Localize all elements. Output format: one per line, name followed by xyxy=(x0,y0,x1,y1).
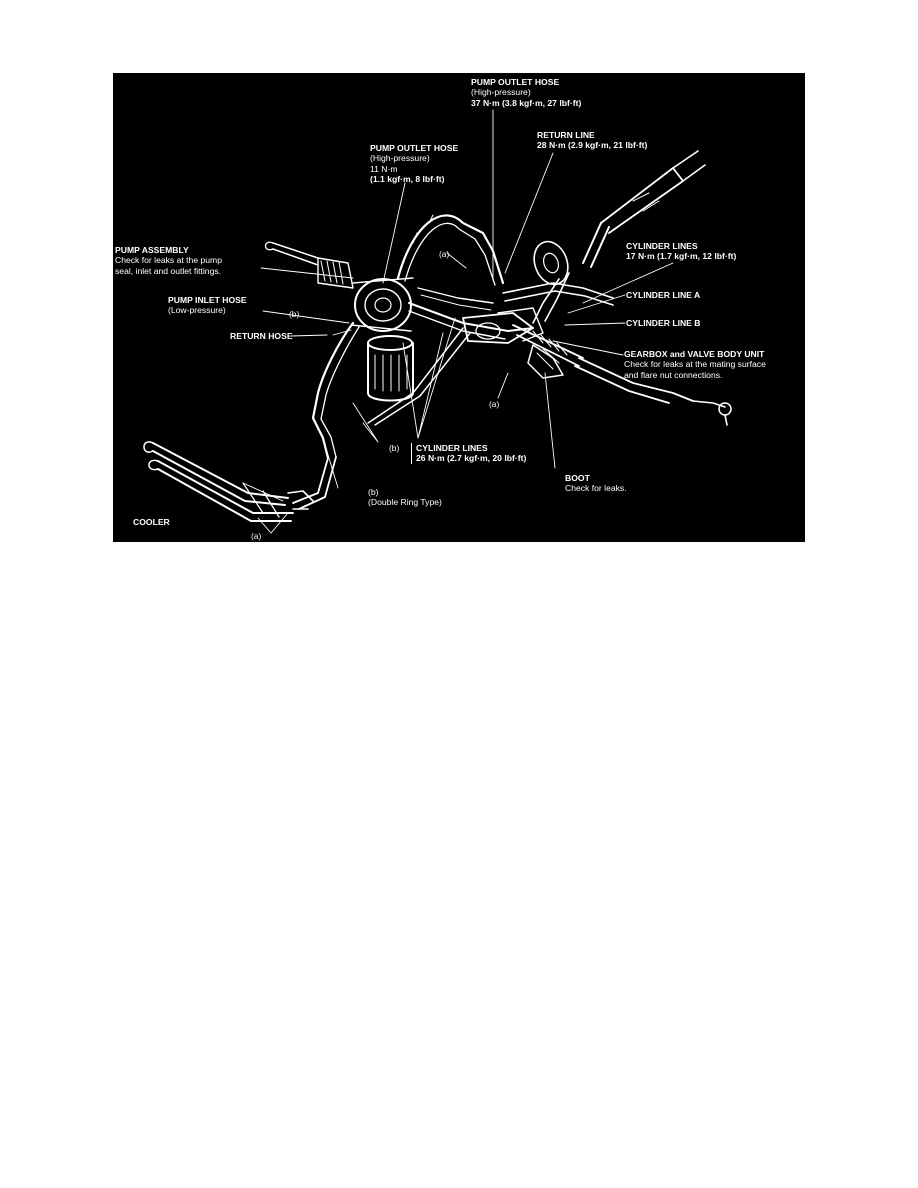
boot-label xyxy=(565,473,627,494)
label-line: (High-pressure) xyxy=(471,87,531,98)
cooler-label xyxy=(133,517,170,527)
gearbox-label xyxy=(624,349,766,380)
pump-inlet-hose-label xyxy=(168,295,247,316)
label-title: PUMP OUTLET HOSE xyxy=(471,77,560,87)
label-title: COOLER xyxy=(133,517,170,527)
label-line: 28 N·m (2.9 kgf·m, 21 lbf·ft) xyxy=(537,140,648,151)
pump-outlet-hose-top-label xyxy=(471,77,581,108)
return-line-label xyxy=(537,130,647,151)
label-line: (Low-pressure) xyxy=(168,305,226,316)
label-line: 26 N·m (2.7 kgf·m, 20 lbf·ft) xyxy=(416,453,527,464)
label-line: Check for leaks. xyxy=(565,483,627,494)
label-title: PUMP OUTLET HOSE xyxy=(370,143,459,153)
label-line: (1.1 kgf·m, 8 lbf·ft) xyxy=(370,174,445,185)
reservoir xyxy=(368,336,413,401)
cylinder-line-b-label xyxy=(626,318,700,328)
label-title: CYLINDER LINES xyxy=(626,241,698,251)
power-steering-diagram xyxy=(113,73,805,542)
label-line: 37 N·m (3.8 kgf·m, 27 lbf·ft) xyxy=(471,97,582,108)
cooler xyxy=(144,442,313,521)
label-title: GEARBOX and VALVE BODY UNIT xyxy=(624,349,765,359)
label-line: and flare nut connections. xyxy=(624,369,723,380)
return-hose-label xyxy=(230,331,293,341)
label-line: 11 N·m xyxy=(370,163,398,174)
cylinder-line-a-label xyxy=(626,290,700,300)
label-title: (b) xyxy=(368,487,379,497)
double-ring-label xyxy=(368,487,442,508)
label-line: Check for leaks at the pump xyxy=(115,255,222,266)
tag-b-pump: (b) xyxy=(289,309,300,319)
tag-a-top: (a) xyxy=(439,249,450,259)
cylinder-lines-26-label xyxy=(411,443,526,464)
label-line: (High-pressure) xyxy=(370,153,430,164)
return-hose xyxy=(293,323,359,509)
label-title: RETURN LINE xyxy=(537,130,595,140)
label-title: PUMP INLET HOSE xyxy=(168,295,247,305)
pump-assembly-label xyxy=(115,245,222,276)
label-title: PUMP ASSEMBLY xyxy=(115,245,189,255)
label-title: BOOT xyxy=(565,473,590,483)
label-line: (Double Ring Type) xyxy=(368,497,442,508)
tag-b-center: (b) xyxy=(389,443,400,453)
label-title: CYLINDER LINE B xyxy=(626,318,701,328)
label-title: CYLINDER LINES xyxy=(416,443,488,453)
label-title: RETURN HOSE xyxy=(230,331,293,341)
label-line: seal, inlet and outlet fittings. xyxy=(115,265,222,276)
label-line: 17 N·m (1.7 kgf·m, 12 lbf·ft) xyxy=(626,251,737,262)
pump-outlet-hose-mid-label xyxy=(370,143,458,185)
pump-assembly xyxy=(266,242,414,331)
label-line: Check for leaks at the mating surface xyxy=(624,359,766,370)
pump-outlet-hose xyxy=(398,215,503,285)
tag-a-bottom: (a) xyxy=(251,531,262,541)
tag-a-gear: (a) xyxy=(489,399,500,409)
cylinder-lines-17-label xyxy=(626,241,736,262)
label-title: CYLINDER LINE A xyxy=(626,290,701,300)
